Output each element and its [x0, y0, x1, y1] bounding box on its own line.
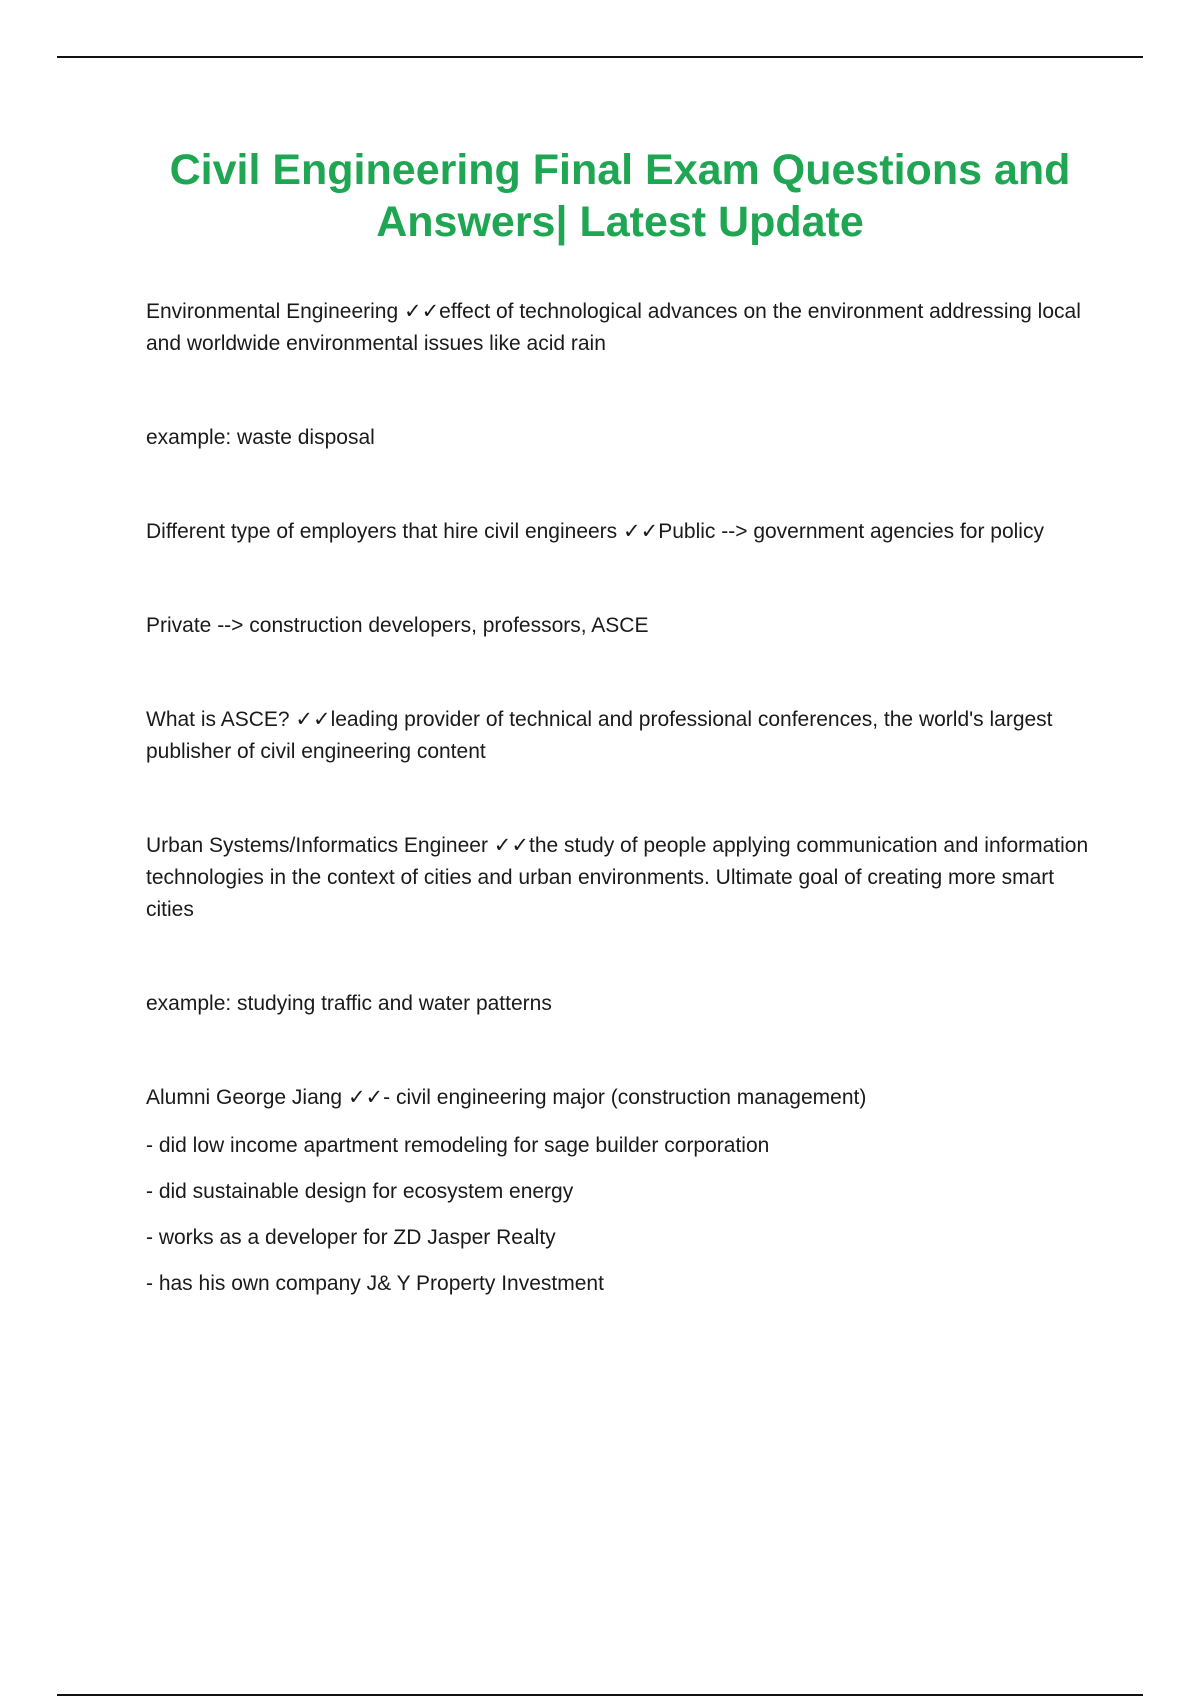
- entry-what-is-asce: What is ASCE? ✓✓leading provider of technical and professional conferences, the world's largest publisher of civil engineering content: [146, 708, 1053, 763]
- entry-environmental-engineering: Environmental Engineering ✓✓effect of technological advances on the environment addressing local and worldwide environmental issues like acid rain: [146, 300, 1081, 355]
- alumni-bullet: - works as a developer for ZD Jasper Realty: [146, 1226, 556, 1249]
- entry-alumni-george-jiang: Alumni George Jiang ✓✓- civil engineering major (construction management): [146, 1086, 867, 1109]
- bottom-rule: [57, 1694, 1143, 1696]
- alumni-bullet: - has his own company J& Y Property Investment: [146, 1272, 604, 1295]
- document-body: [146, 296, 1096, 1300]
- entry-private-employers: Private --> construction developers, professors, ASCE: [146, 614, 649, 637]
- entry-example-waste-disposal: example: waste disposal: [146, 426, 375, 449]
- entry-example-traffic-water: example: studying traffic and water patterns: [146, 992, 552, 1015]
- entry-employer-types: Different type of employers that hire civil engineers ✓✓Public --> government agencies for policy: [146, 520, 1044, 543]
- top-rule: [57, 56, 1143, 58]
- document-title: Civil Engineering Final Exam Questions and Answers| Latest Update: [169, 146, 1071, 246]
- alumni-bullet: - did sustainable design for ecosystem energy: [146, 1180, 574, 1203]
- entry-urban-systems-engineer: Urban Systems/Informatics Engineer ✓✓the study of people applying communication and information technologies in the context of cities and urban environments. Ultimate goal of creating more smart cities: [146, 834, 1089, 921]
- alumni-bullet: - did low income apartment remodeling for sage builder corporation: [146, 1134, 770, 1157]
